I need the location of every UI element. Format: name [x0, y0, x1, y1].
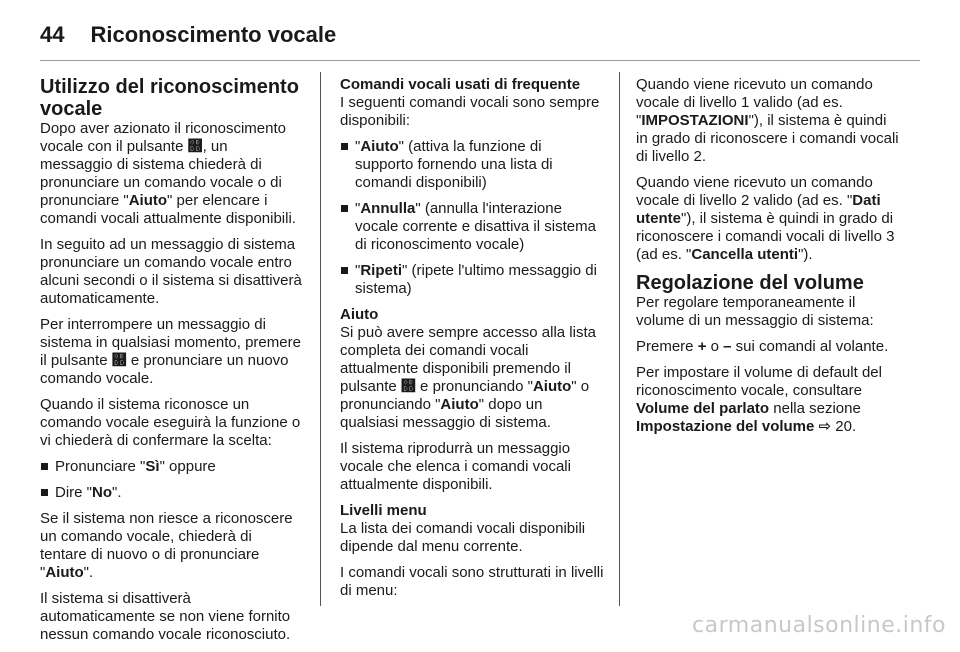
page-number: 44 [40, 22, 65, 47]
list-item: Dire "No". [40, 484, 302, 502]
paragraph: I comandi vocali sono strutturati in livelli di menu: [340, 564, 604, 599]
list-item: "Ripeti" (ripete l'ultimo messaggio di sistema) [340, 262, 604, 298]
paragraph: Per interrompere un messaggio di sistema in qualsiasi momento, premere il pulsante ௝ e pronunciare un nuovo comando vocale. [40, 316, 301, 387]
bullet-list [40, 458, 302, 502]
watermark: carmanualsonline.info [692, 613, 946, 638]
bullet-list [340, 138, 604, 298]
paragraph: In seguito ad un messaggio di sistema pronunciare un comando vocale entro alcuni secondi o il sistema si disattiverà automaticamente. [40, 236, 302, 307]
voice-button-icon: ௝ [400, 378, 416, 395]
paragraph: Premere + o – sui comandi al volante. [636, 338, 889, 355]
column-1 [40, 76, 302, 652]
page-title: Riconoscimento vocale [90, 22, 337, 47]
list-item: Pronunciare "Sì" oppure [40, 458, 302, 476]
column-divider [619, 72, 620, 606]
paragraph: Per regolare temporaneamente il volume di un messaggio di sistema: [636, 294, 874, 329]
subheading: Livelli menu [340, 502, 427, 519]
paragraph: I seguenti comandi vocali sono sempre disponibili: [340, 94, 600, 129]
paragraph: Quando viene ricevuto un comando vocale di livello 2 valido (ad es. "Dati utente"), il sistema è quindi in grado di riconoscere i comandi vocali di livello 3 (ad es. "Cancella utenti"). [636, 174, 895, 263]
paragraph: Quando viene ricevuto un comando vocale di livello 1 valido (ad es. "IMPOSTAZIONI"), il sistema è quindi in grado di riconoscere i comandi vocali di livello 2. [636, 76, 899, 165]
paragraph: Il sistema si disattiverà automaticamente se non viene fornito nessun comando vocale riconosciuto. [40, 590, 291, 643]
paragraph: La lista dei comandi vocali disponibili dipende dal menu corrente. [340, 520, 586, 555]
column-3 [636, 76, 902, 444]
paragraph: Il sistema riprodurrà un messaggio vocale che elenca i comandi vocali attualmente disponibili. [340, 440, 571, 493]
subheading: Comandi vocali usati di frequente [340, 76, 581, 93]
section-heading: Regolazione del volume [636, 272, 864, 294]
minus-icon: – [723, 338, 732, 355]
voice-button-icon: ௝ [111, 352, 127, 369]
paragraph: Per impostare il volume di default del riconoscimento vocale, consultare Volume del parlato nella sezione Impostazione del volume ⇨ 20. [636, 364, 882, 435]
column-divider [320, 72, 321, 606]
paragraph: Se il sistema non riesce a riconoscere un comando vocale, chiederà di tentare di nuovo o di pronunciare "Aiuto". [40, 510, 293, 581]
paragraph: Si può avere sempre accesso alla lista completa dei comandi vocali attualmente disponibili premendo il pulsante ௝ e pronunciando "Aiuto" o pronunciando "Aiuto" dopo un qualsiasi messaggio di sistema. [340, 324, 596, 431]
paragraph: Quando il sistema riconosce un comando vocale eseguirà la funzione o vi chiederà di confermare la scelta: [40, 396, 301, 449]
header-rule [40, 60, 920, 61]
plus-icon: + [697, 338, 707, 355]
section-heading: Utilizzo del riconoscimento vocale [40, 76, 299, 120]
subheading: Aiuto [340, 306, 379, 323]
list-item: "Aiuto" (attiva la funzione di supporto fornendo una lista di comandi disponibili) [340, 138, 604, 192]
page-header [40, 18, 920, 52]
voice-button-icon: ௝ [187, 138, 203, 155]
list-item: "Annulla" (annulla l'interazione vocale corrente e disattiva il sistema di riconoscimento vocale) [340, 200, 604, 254]
paragraph: Dopo aver azionato il riconoscimento vocale con il pulsante ௝, un messaggio di sistema chiederà di pronunciare un comando vocale o di pronunciare "Aiuto" per elencare i comandi vocali attualmente disponibili. [40, 120, 296, 227]
page-reference-arrow-icon: ⇨ [818, 418, 832, 435]
column-2 [340, 76, 604, 608]
